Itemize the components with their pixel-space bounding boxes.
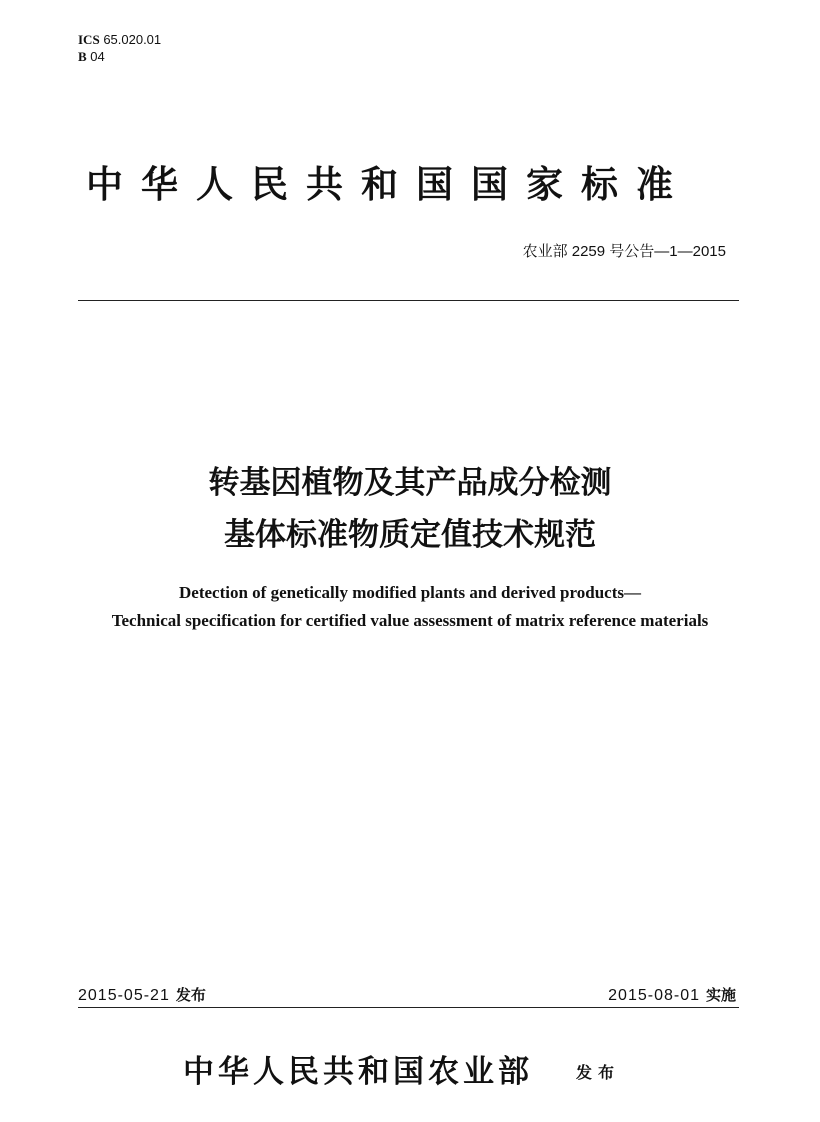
title-en-line2: Technical specification for certified value assessment of matrix reference materials: [111, 611, 709, 630]
implementation-date: 2015-08-01: [608, 987, 700, 1004]
implementation-date-row: [608, 984, 736, 1005]
standard-number: 农业部 2259 号公告—1—2015: [522, 243, 726, 260]
ics-code: 65.020.01: [103, 32, 162, 47]
issue-label: 发布: [175, 986, 206, 1004]
issue-date: 2015-05-21: [78, 987, 170, 1004]
ics-line: [78, 31, 161, 48]
ccs-line: [78, 48, 161, 65]
ccs-label: B: [78, 49, 87, 64]
standard-type-heading: 中华人民共和国国家标准: [86, 162, 691, 206]
classification-codes: [78, 31, 161, 65]
footer-divider: [78, 1007, 739, 1008]
issuing-authority: 中华人民共和国农业部: [183, 1054, 533, 1090]
title-cn-line1: 转基因植物及其产品成分检测: [208, 465, 612, 501]
issue-date-row: [78, 984, 206, 1005]
ics-label: ICS: [78, 32, 100, 47]
implementation-label: 实施: [705, 986, 736, 1004]
ccs-code: 04: [90, 49, 105, 64]
title-en-line1: Detection of genetically modified plants and derived products—: [179, 583, 641, 602]
issuing-action: 发布: [576, 1063, 621, 1082]
title-cn-line2: 基体标准物质定值技术规范: [224, 517, 596, 553]
header-divider: [78, 300, 739, 301]
